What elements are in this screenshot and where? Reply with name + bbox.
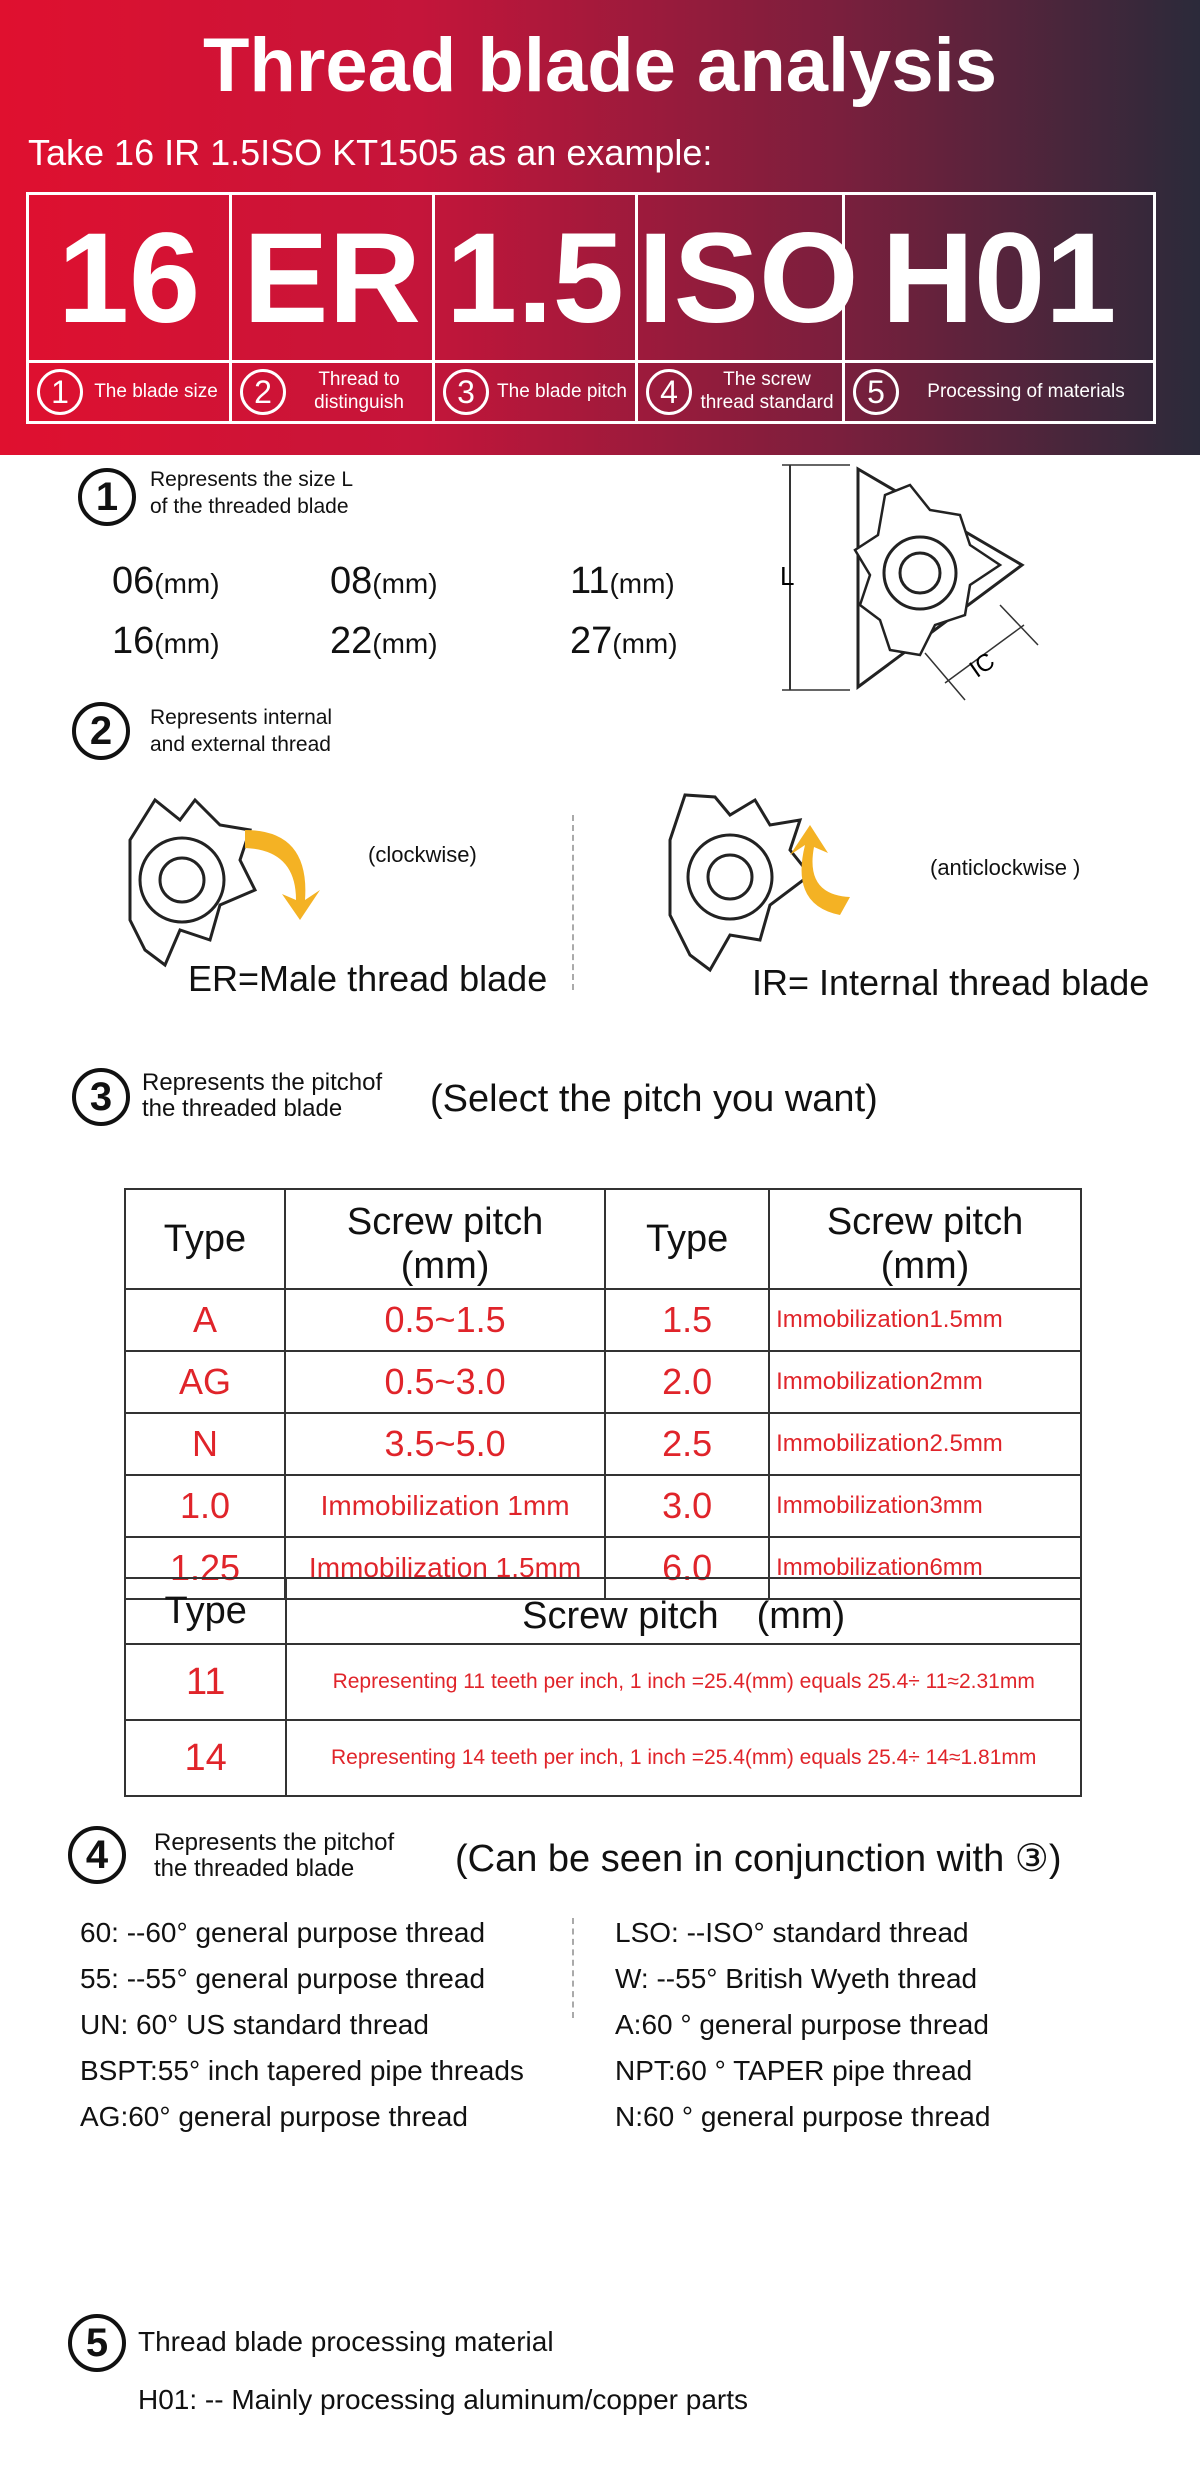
table-header: Type (125, 1578, 286, 1644)
insert-dimension-diagram (760, 455, 1060, 705)
section-4-heading: Represents the pitchof the threaded blade (154, 1829, 395, 1882)
table-row: A 0.5~1.5 1.5 Immobilization1.5mm (125, 1289, 1081, 1351)
size-27: 27(mm) (570, 620, 678, 662)
section-2-circle: 2 (72, 702, 130, 760)
table-row: 11 Representing 11 teeth per inch, 1 inch =25.4(mm) equals 25.4÷ 11≈2.31mm (125, 1644, 1081, 1720)
code-label: The blade size (94, 380, 218, 402)
code-label: The screw thread standard (700, 369, 834, 413)
code-label: The blade pitch (497, 380, 627, 402)
list-item: N:60 ° general purpose thread (615, 2101, 991, 2132)
code-value: ISO (638, 207, 859, 350)
table-header: Screw pitch (mm) (286, 1578, 1081, 1644)
number-circle: 3 (443, 369, 489, 415)
number-circle: 4 (646, 369, 692, 415)
section-3-note: (Select the pitch you want) (430, 1078, 878, 1120)
section-5-desc: H01: -- Mainly processing aluminum/copper parts (138, 2384, 749, 2415)
thread-standards-left (80, 1910, 524, 2140)
code-value: H01 (881, 207, 1117, 350)
code-value: ER (243, 207, 421, 350)
section-4-note: (Can be seen in conjunction with ③) (455, 1838, 1062, 1880)
list-item: 60: --60° general purpose thread (80, 1917, 486, 1948)
size-06: 06(mm) (112, 560, 220, 602)
list-item: BSPT:55° inch tapered pipe threads (80, 2055, 524, 2086)
list-item: 55: --55° general purpose thread (80, 1963, 486, 1994)
size-22: 22(mm) (330, 620, 438, 662)
list-item: NPT:60 ° TAPER pipe thread (615, 2055, 973, 2086)
tpi-table (124, 1577, 1082, 1797)
list-item: A:60 ° general purpose thread (615, 2009, 989, 2040)
section-1-heading: Represents the size L of the threaded blade (150, 468, 354, 518)
page-title: Thread blade analysis (202, 23, 998, 108)
header-banner (0, 0, 1200, 455)
code-value: 1.5 (446, 207, 624, 350)
section-4-circle: 4 (68, 1826, 126, 1884)
ir-caption: IR= Internal thread blade (752, 962, 1150, 1003)
number-circle: 2 (240, 369, 286, 415)
section-5-circle: 5 (68, 2314, 126, 2372)
number-circle: 1 (37, 369, 83, 415)
table-row: AG 0.5~3.0 2.0 Immobilization2mm (125, 1351, 1081, 1413)
code-label: Thread to distinguish (314, 369, 404, 413)
section-3-circle: 3 (72, 1068, 130, 1126)
pitch-table (124, 1188, 1082, 1600)
table-header: Type (125, 1189, 285, 1289)
list-item: LSO: --ISO° standard thread (615, 1917, 969, 1948)
diagram-ic-label: IC (964, 647, 1000, 684)
list-item: AG:60° general purpose thread (80, 2101, 468, 2132)
code-box-size (26, 192, 232, 424)
section-5-title: Thread blade processing material (138, 2326, 554, 2357)
divider (572, 815, 574, 990)
ir-insert-diagram (650, 785, 890, 975)
list-item: UN: 60° US standard thread (80, 2009, 429, 2040)
table-row: N 3.5~5.0 2.5 Immobilization2.5mm (125, 1413, 1081, 1475)
anticlockwise-label: (anticlockwise ) (930, 855, 1081, 880)
code-value: 16 (57, 207, 201, 350)
size-11: 11(mm) (570, 560, 675, 602)
thread-standards-right (615, 1910, 990, 2140)
er-insert-diagram (110, 790, 330, 975)
code-box-standard (635, 192, 859, 424)
clockwise-label: (clockwise) (368, 842, 477, 867)
code-box-pitch (432, 192, 638, 424)
code-box-material (842, 192, 1156, 424)
er-caption: ER=Male thread blade (188, 958, 548, 999)
table-header: Type (605, 1189, 769, 1289)
example-text: Take 16 IR 1.5ISO KT1505 as an example: (28, 132, 713, 173)
table-row: 14 Representing 14 teeth per inch, 1 inch =25.4(mm) equals 25.4÷ 14≈1.81mm (125, 1720, 1081, 1796)
table-header: Screw pitch (mm) (285, 1189, 605, 1289)
list-item: W: --55° British Wyeth thread (615, 1963, 978, 1994)
table-row: 1.25 Immobilization 1.5mm 6.0 Immobilization6mm (125, 1537, 1081, 1599)
size-08: 08(mm) (330, 560, 438, 602)
code-box-distinguish (229, 192, 435, 424)
code-label: Processing of materials (927, 380, 1125, 402)
section-2-heading: Represents internal and external thread (150, 706, 333, 756)
divider (572, 1918, 574, 2018)
table-header: Screw pitch (mm) (769, 1189, 1081, 1289)
table-row: 1.0 Immobilization 1mm 3.0 Immobilization3mm (125, 1475, 1081, 1537)
section-3-heading: Represents the pitchof the threaded blade (142, 1069, 383, 1122)
diagram-l-label: L (780, 561, 795, 591)
number-circle: 5 (853, 369, 899, 415)
section-1-circle: 1 (78, 468, 136, 526)
size-16: 16(mm) (112, 620, 220, 662)
